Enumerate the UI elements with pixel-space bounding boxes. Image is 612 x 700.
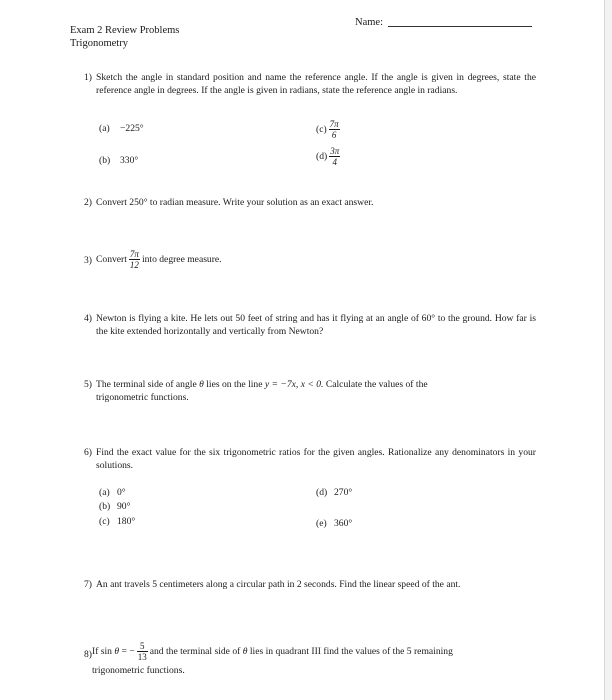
q6-e-label: (e) bbox=[316, 518, 327, 529]
q5-theta: θ bbox=[199, 379, 204, 390]
name-label: Name: bbox=[355, 17, 383, 28]
q5-text-pre: The terminal side of angle bbox=[96, 379, 197, 390]
name-blank-line bbox=[388, 26, 532, 27]
q8-post: lies in quadrant III find the values of the 5 remaining bbox=[249, 645, 453, 657]
q1-b-label: (b) bbox=[99, 155, 111, 166]
q6-b-value: 90° bbox=[117, 501, 131, 512]
q1-d-denominator: 4 bbox=[332, 156, 337, 167]
q1-number: 1) bbox=[84, 72, 92, 83]
q3-pre: Convert bbox=[96, 253, 127, 265]
q1-c-denominator: 6 bbox=[331, 129, 337, 140]
q1-a-value: −225° bbox=[120, 123, 144, 134]
q1-a-label: (a) bbox=[99, 123, 110, 134]
q1-b-value: 330° bbox=[120, 155, 139, 166]
q1-c-label: (c) bbox=[316, 123, 327, 135]
exam-title: Exam 2 Review Problems bbox=[70, 25, 180, 36]
q6-b-label: (b) bbox=[99, 501, 111, 512]
q8-line2: trigonometric functions. bbox=[92, 665, 185, 676]
q2-text: Convert 250° to radian measure. Write your solution as an exact answer. bbox=[96, 197, 374, 208]
q3-fraction bbox=[129, 249, 140, 270]
q5-text-mid: lies on the line bbox=[206, 379, 263, 390]
q8-eq: = − bbox=[121, 645, 135, 657]
q1-text: Sketch the angle in standard position and name the reference angle. If the angle is given in degrees, state the reference angle in degrees. If the angle is given in radians, state the reference angle in radians. bbox=[96, 72, 536, 96]
q5-line2: trigonometric functions. bbox=[96, 392, 189, 403]
q8-numerator: 5 bbox=[137, 641, 148, 652]
q3-numerator: 7π bbox=[129, 248, 139, 259]
q3-number: 3) bbox=[84, 255, 92, 266]
q2-number: 2) bbox=[84, 197, 92, 208]
page-edge-shadow bbox=[605, 0, 612, 700]
q5-text-post: Calculate the values of the bbox=[325, 379, 428, 390]
q8-denominator: 13 bbox=[137, 651, 147, 662]
q7-number: 7) bbox=[84, 579, 92, 590]
q8-number: 8) bbox=[84, 649, 92, 660]
q6-c-value: 180° bbox=[117, 516, 136, 527]
q8-line1 bbox=[92, 639, 453, 663]
q6-c-label: (c) bbox=[99, 516, 110, 527]
q4-number: 4) bbox=[84, 313, 92, 324]
q8-mid: and the terminal side of bbox=[149, 645, 241, 657]
q3-denominator: 12 bbox=[129, 259, 139, 270]
q1-c bbox=[316, 118, 342, 140]
q6-a-label: (a) bbox=[99, 487, 110, 498]
q1-d-label: (d) bbox=[316, 150, 328, 162]
q6-e-value: 360° bbox=[334, 518, 353, 529]
q5-equation: y = −7x, x < 0. bbox=[264, 379, 324, 390]
q8-pre: If sin bbox=[92, 645, 112, 657]
q5-line1 bbox=[96, 378, 536, 391]
q1-d-fraction bbox=[329, 146, 340, 167]
q4-text: Newton is flying a kite. He lets out 50 feet of string and has it flying at an angle of 60° to the ground. How far is the kite extended horizontally and vertically from Newton? bbox=[96, 313, 536, 337]
q5-number: 5) bbox=[84, 379, 92, 390]
q1-c-numerator: 7π bbox=[329, 118, 339, 129]
q6-d-label: (d) bbox=[316, 487, 328, 498]
q8-theta: θ bbox=[114, 645, 120, 657]
exam-subtitle: Trigonometry bbox=[70, 38, 128, 49]
q1-c-fraction bbox=[329, 119, 340, 140]
q3-post: into degree measure. bbox=[141, 253, 222, 265]
q6-text: Find the exact value for the six trigonometric ratios for the given angles. Rationalize any denominators in your solutions. bbox=[96, 447, 536, 471]
q1-d-numerator: 3π bbox=[330, 145, 340, 156]
q8-fraction bbox=[137, 641, 148, 662]
q6-a-value: 0° bbox=[117, 487, 126, 498]
q6-d-value: 270° bbox=[334, 487, 353, 498]
q6-number: 6) bbox=[84, 447, 92, 458]
q8-theta2: θ bbox=[242, 645, 248, 657]
q3-line bbox=[96, 247, 222, 271]
q7-text: An ant travels 5 centimeters along a circular path in 2 seconds. Find the linear speed of the ant. bbox=[96, 579, 461, 590]
q1-d bbox=[316, 145, 342, 167]
